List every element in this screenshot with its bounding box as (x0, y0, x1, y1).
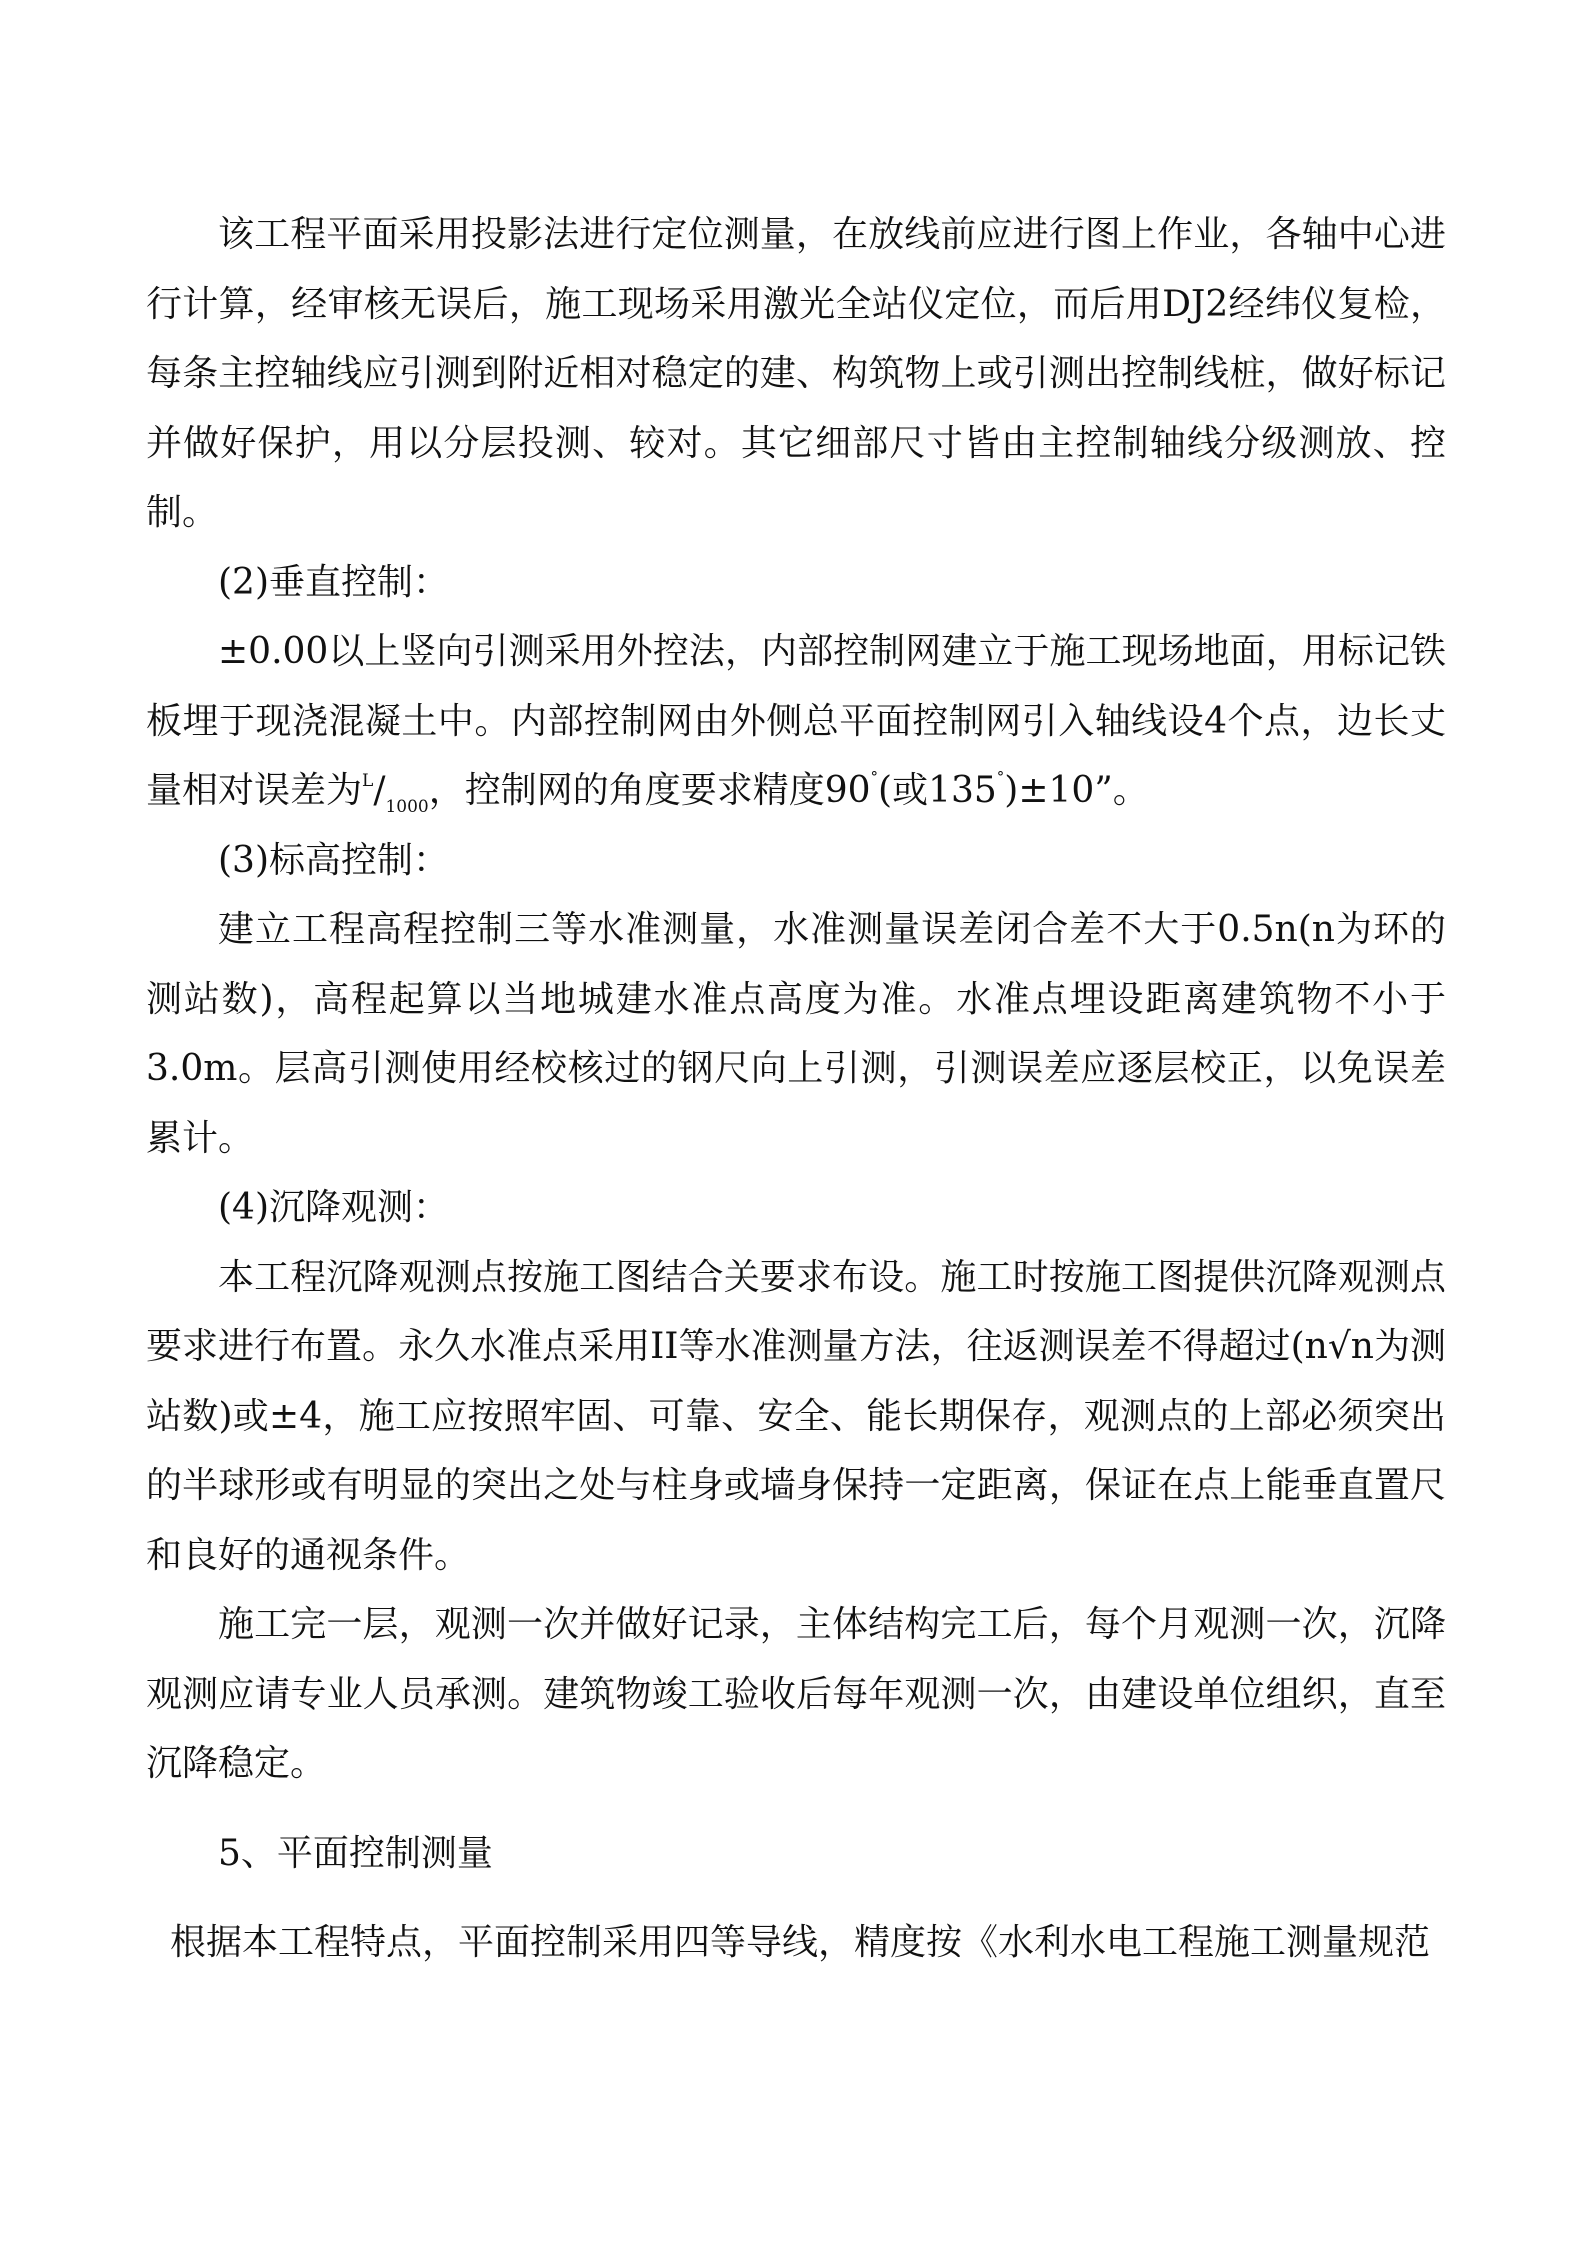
paragraph-plane-control-survey: 根据本工程特点，平面控制采用四等导线，精度按《水利水电工程施工测量规范 (170, 1922, 1431, 1963)
fraction-slash: / (373, 770, 386, 811)
degree-mark-1: ° (870, 768, 879, 786)
heading-elevation-control: (3)标高控制： (218, 839, 449, 881)
paragraph-elevation-control: 建立工程高程控制三等水准测量，水准测量误差闭合差不大于0.5n(n为环的测站数)，高程起算以当地城建水准点高度为准。水准点埋设距离建筑物不小于3.0m。层高引测使用经校核过的钢尺向上引测，引测误差应逐层校正，以免误差累计。 (146, 909, 1446, 1159)
paragraph-observation-schedule: 施工完一层，观测一次并做好记录，主体结构完工后，每个月观测一次，沉降观测应请专业人员承测。建筑物竣工验收后每年观测一次，由建设单位组织，直至沉降稳定。 (146, 1604, 1446, 1784)
vertical-control-text-b: ，控制网的角度要求精度90 (428, 770, 871, 811)
vertical-control-text-d: )±10”。 (1004, 770, 1149, 811)
vertical-control-text-a: ±0.00以上竖向引测采用外控法，内部控制网建立于施工现场地面，用标记铁板埋于现浇混凝土中。内部控制网由外侧总平面控制网引入轴线设4个点，边长丈量相对误差为 (146, 631, 1446, 811)
document-body (146, 200, 1446, 1978)
vertical-control-text-c: (或135 (878, 770, 997, 811)
fraction-numerator: L (362, 771, 374, 791)
fraction-denominator: 1000 (385, 797, 429, 817)
degree-mark-2: ° (996, 768, 1005, 786)
paragraph-settlement-observation: 本工程沉降观测点按施工图结合关要求布设。施工时按施工图提供沉降观测点要求进行布置。永久水准点采用II等水准测量方法，往返测误差不得超过(n√n为测站数)或±4，施工应按照牢固、可靠、安全、能长期保存，观测点的上部必须突出的半球形或有明显的突出之处与柱身或墙身保持一定距离，保证在点上能垂直置尺和良好的通视条件。 (146, 1256, 1446, 1576)
heading-settlement-observation: (4)沉降观测： (218, 1187, 449, 1228)
paragraph-plane-positioning: 该工程平面采用投影法进行定位测量，在放线前应进行图上作业，各轴中心进行计算，经审核无误后，施工现场采用激光全站仪定位，而后用DJ2经纬仪复检，每条主控轴线应引测到附近相对稳定的建、构筑物上或引测出控制线桩，做好标记并做好保护，用以分层投测、较对。其它细部尺寸皆由主控制轴线分级测放、控制。 (146, 214, 1446, 533)
heading-plane-control-survey: 5、平面控制测量 (218, 1832, 493, 1874)
paragraph-vertical-control (146, 617, 1446, 826)
heading-vertical-control: (2)垂直控制： (218, 561, 449, 603)
